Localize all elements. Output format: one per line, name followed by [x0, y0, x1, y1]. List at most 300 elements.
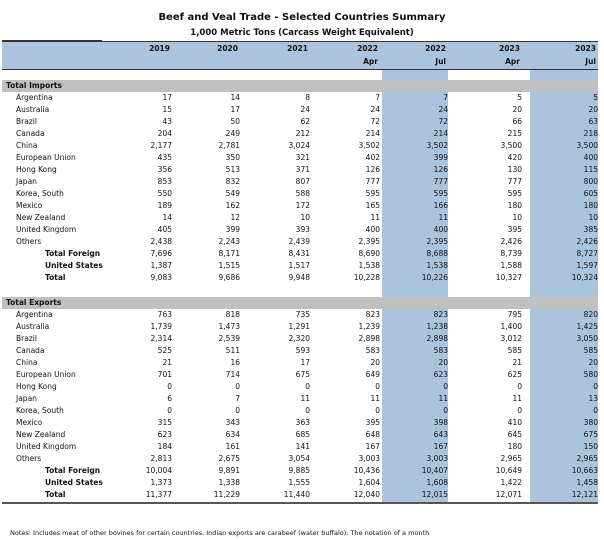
cell-value: 12,071	[495, 490, 522, 499]
cell-value: 623	[157, 430, 172, 439]
row-label: China	[16, 141, 38, 150]
cell-value: 20	[588, 105, 598, 114]
cell-value: 818	[225, 310, 240, 319]
row-label: Mexico	[16, 201, 43, 210]
cell-value: 10,436	[353, 466, 380, 475]
cell-value: 180	[507, 201, 522, 210]
cell-value: 11	[512, 394, 522, 403]
cell-value: 645	[507, 430, 522, 439]
table-row	[0, 200, 604, 212]
cell-value: 5	[517, 93, 522, 102]
cell-value: 2,965	[500, 454, 522, 463]
cell-value: 1,555	[288, 478, 310, 487]
table-row	[0, 405, 604, 417]
cell-value: 550	[157, 189, 172, 198]
column-header-year: 2023	[499, 44, 520, 53]
cell-value: 10,228	[353, 273, 380, 282]
cell-value: 1,458	[576, 478, 598, 487]
table-row	[0, 309, 604, 321]
cell-value: 10,407	[421, 466, 448, 475]
cell-value: 166	[433, 201, 448, 210]
cell-value: 623	[433, 370, 448, 379]
column-header-month: Jul	[585, 57, 596, 66]
cell-value: 777	[433, 177, 448, 186]
table-row	[0, 248, 604, 260]
cell-value: 72	[370, 117, 380, 126]
cell-value: 400	[365, 225, 380, 234]
cell-value: 7	[375, 93, 380, 102]
cell-value: 399	[225, 225, 240, 234]
cell-value: 1,739	[150, 322, 172, 331]
table-row	[0, 441, 604, 453]
cell-value: 595	[365, 189, 380, 198]
cell-value: 525	[157, 346, 172, 355]
cell-value: 2,320	[288, 334, 310, 343]
cell-value: 595	[507, 189, 522, 198]
cell-value: 20	[588, 358, 598, 367]
table-row	[0, 489, 604, 501]
cell-value: 214	[365, 129, 380, 138]
table-row	[0, 369, 604, 381]
row-label: Hong Kong	[16, 165, 57, 174]
cell-value: 2,314	[150, 334, 172, 343]
cell-value: 0	[305, 382, 310, 391]
cell-value: 0	[305, 406, 310, 415]
row-label: New Zealand	[16, 430, 66, 439]
cell-value: 115	[583, 165, 598, 174]
cell-value: 511	[225, 346, 240, 355]
row-label: Others	[16, 237, 42, 246]
cell-value: 763	[157, 310, 172, 319]
row-label: Total	[45, 490, 66, 499]
table-row	[0, 116, 604, 128]
cell-value: 315	[157, 418, 172, 427]
row-label: China	[16, 358, 38, 367]
cell-value: 63	[588, 117, 598, 126]
cell-value: 777	[365, 177, 380, 186]
cell-value: 800	[583, 177, 598, 186]
cell-value: 588	[295, 189, 310, 198]
column-header-month: Apr	[363, 57, 378, 66]
cell-value: 11	[370, 394, 380, 403]
table-row	[0, 345, 604, 357]
cell-value: 395	[365, 418, 380, 427]
cell-value: 853	[157, 177, 172, 186]
column-header-year: 2019	[149, 44, 170, 53]
cell-value: 1,338	[218, 478, 240, 487]
table-row	[0, 92, 604, 104]
cell-value: 7	[235, 394, 240, 403]
table-row	[0, 429, 604, 441]
cell-value: 10	[512, 213, 522, 222]
table-row	[0, 381, 604, 393]
cell-value: 165	[365, 201, 380, 210]
cell-value: 3,502	[426, 141, 448, 150]
cell-value: 1,425	[576, 322, 598, 331]
cell-value: 10	[588, 213, 598, 222]
cell-value: 11,229	[213, 490, 240, 499]
cell-value: 1,517	[288, 261, 310, 270]
cell-value: 141	[295, 442, 310, 451]
table-row	[0, 393, 604, 405]
table-bottom-rule	[2, 502, 598, 504]
cell-value: 0	[167, 406, 172, 415]
table-row	[0, 224, 604, 236]
column-header-year: 2023	[575, 44, 596, 53]
cell-value: 8,431	[288, 249, 310, 258]
cell-value: 1,473	[218, 322, 240, 331]
cell-value: 1,239	[358, 322, 380, 331]
cell-value: 0	[443, 382, 448, 391]
cell-value: 14	[230, 93, 240, 102]
cell-value: 3,500	[576, 141, 598, 150]
table-header	[2, 41, 598, 70]
table-row	[0, 333, 604, 345]
cell-value: 20	[512, 105, 522, 114]
table-row	[0, 176, 604, 188]
cell-value: 395	[507, 225, 522, 234]
cell-value: 2,439	[288, 237, 310, 246]
row-label: Argentina	[16, 93, 53, 102]
cell-value: 2,813	[150, 454, 172, 463]
cell-value: 1,422	[500, 478, 522, 487]
cell-value: 62	[300, 117, 310, 126]
cell-value: 0	[167, 382, 172, 391]
row-label: United Kingdom	[16, 442, 77, 451]
cell-value: 3,003	[426, 454, 448, 463]
cell-value: 350	[225, 153, 240, 162]
cell-value: 3,050	[576, 334, 598, 343]
cell-value: 6	[167, 394, 172, 403]
cell-value: 0	[593, 406, 598, 415]
cell-value: 513	[225, 165, 240, 174]
cell-value: 172	[295, 201, 310, 210]
section-label: Total Exports	[6, 298, 62, 307]
column-header-year: 2021	[287, 44, 308, 53]
cell-value: 2,675	[218, 454, 240, 463]
cell-value: 21	[512, 358, 522, 367]
table-row	[0, 236, 604, 248]
cell-value: 735	[295, 310, 310, 319]
cell-value: 823	[365, 310, 380, 319]
cell-value: 0	[235, 406, 240, 415]
column-header-year: 2022	[357, 44, 378, 53]
table-row	[0, 260, 604, 272]
table-row	[0, 321, 604, 333]
cell-value: 0	[517, 382, 522, 391]
cell-value: 0	[375, 382, 380, 391]
cell-value: 714	[225, 370, 240, 379]
cell-value: 10,324	[571, 273, 598, 282]
row-label: Total Foreign	[45, 249, 101, 258]
cell-value: 5	[593, 93, 598, 102]
cell-value: 10,649	[495, 466, 522, 475]
table-row	[0, 152, 604, 164]
cell-value: 167	[433, 442, 448, 451]
row-label: Total	[45, 273, 66, 282]
cell-value: 204	[157, 129, 172, 138]
cell-value: 17	[230, 105, 240, 114]
cell-value: 8	[305, 93, 310, 102]
cell-value: 126	[433, 165, 448, 174]
row-label: Hong Kong	[16, 382, 57, 391]
cell-value: 12,121	[571, 490, 598, 499]
cell-value: 820	[583, 310, 598, 319]
table-row	[0, 417, 604, 429]
cell-value: 161	[225, 442, 240, 451]
table-row	[0, 477, 604, 489]
cell-value: 9,885	[288, 466, 310, 475]
cell-value: 400	[583, 153, 598, 162]
cell-value: 1,597	[576, 261, 598, 270]
cell-value: 10,663	[571, 466, 598, 475]
cell-value: 14	[162, 213, 172, 222]
cell-value: 593	[295, 346, 310, 355]
cell-value: 1,387	[150, 261, 172, 270]
cell-value: 405	[157, 225, 172, 234]
cell-value: 13	[588, 394, 598, 403]
row-label: Japan	[16, 394, 37, 403]
cell-value: 549	[225, 189, 240, 198]
row-label: Canada	[16, 129, 45, 138]
row-label: Korea, South	[16, 189, 64, 198]
row-label: Total Foreign	[45, 466, 101, 475]
cell-value: 1,538	[358, 261, 380, 270]
cell-value: 356	[157, 165, 172, 174]
table-row	[0, 465, 604, 477]
cell-value: 12,015	[421, 490, 448, 499]
table-row	[0, 212, 604, 224]
cell-value: 9,948	[288, 273, 310, 282]
report-subtitle: 1,000 Metric Tons (Carcass Weight Equivalent)	[190, 28, 414, 38]
cell-value: 9,083	[150, 273, 172, 282]
cell-value: 11	[438, 394, 448, 403]
cell-value: 2,177	[150, 141, 172, 150]
cell-value: 16	[230, 358, 240, 367]
cell-value: 8,690	[358, 249, 380, 258]
cell-value: 580	[583, 370, 598, 379]
cell-value: 1,515	[218, 261, 240, 270]
cell-value: 420	[507, 153, 522, 162]
row-label: Japan	[16, 177, 37, 186]
table-row	[0, 140, 604, 152]
cell-value: 20	[370, 358, 380, 367]
cell-value: 343	[225, 418, 240, 427]
cell-value: 2,426	[576, 237, 598, 246]
notes-text: Notes: Includes meat of other bovines for certain countries. Indian exports are carabeef (water buffalo). The notation of a month	[10, 529, 430, 537]
cell-value: 643	[433, 430, 448, 439]
cell-value: 1,291	[288, 322, 310, 331]
cell-value: 0	[375, 406, 380, 415]
cell-value: 10,226	[421, 273, 448, 282]
cell-value: 167	[365, 442, 380, 451]
table-row	[0, 357, 604, 369]
cell-value: 11,440	[283, 490, 310, 499]
table-row	[0, 453, 604, 465]
cell-value: 3,003	[358, 454, 380, 463]
cell-value: 8,739	[500, 249, 522, 258]
table-row	[0, 188, 604, 200]
cell-value: 2,965	[576, 454, 598, 463]
cell-value: 685	[295, 430, 310, 439]
cell-value: 380	[583, 418, 598, 427]
cell-value: 398	[433, 418, 448, 427]
cell-value: 649	[365, 370, 380, 379]
cell-value: 371	[295, 165, 310, 174]
cell-value: 701	[157, 370, 172, 379]
cell-value: 126	[365, 165, 380, 174]
cell-value: 400	[433, 225, 448, 234]
cell-value: 11	[300, 394, 310, 403]
cell-value: 12,040	[353, 490, 380, 499]
cell-value: 321	[295, 153, 310, 162]
row-label: Brazil	[16, 334, 37, 343]
cell-value: 2,898	[426, 334, 448, 343]
cell-value: 583	[365, 346, 380, 355]
cell-value: 10,004	[145, 466, 172, 475]
cell-value: 10,327	[495, 273, 522, 282]
cell-value: 24	[438, 105, 448, 114]
cell-value: 72	[438, 117, 448, 126]
cell-value: 777	[507, 177, 522, 186]
cell-value: 214	[433, 129, 448, 138]
cell-value: 162	[225, 201, 240, 210]
row-label: Australia	[16, 105, 50, 114]
cell-value: 218	[583, 129, 598, 138]
cell-value: 184	[157, 442, 172, 451]
cell-value: 21	[162, 358, 172, 367]
cell-value: 675	[295, 370, 310, 379]
cell-value: 2,243	[218, 237, 240, 246]
cell-value: 1,238	[426, 322, 448, 331]
row-label: Australia	[16, 322, 50, 331]
cell-value: 66	[512, 117, 522, 126]
exports-section-header	[2, 297, 598, 309]
cell-value: 180	[583, 201, 598, 210]
cell-value: 8,171	[218, 249, 240, 258]
cell-value: 1,604	[358, 478, 380, 487]
cell-value: 12	[230, 213, 240, 222]
cell-value: 7	[443, 93, 448, 102]
cell-value: 634	[225, 430, 240, 439]
column-header-month: Jul	[435, 57, 446, 66]
cell-value: 11	[438, 213, 448, 222]
cell-value: 585	[583, 346, 598, 355]
cell-value: 180	[507, 442, 522, 451]
cell-value: 393	[295, 225, 310, 234]
report-title: Beef and Veal Trade - Selected Countries Summary	[158, 12, 446, 23]
cell-value: 595	[433, 189, 448, 198]
row-label: New Zealand	[16, 213, 66, 222]
cell-value: 3,500	[500, 141, 522, 150]
cell-value: 9,891	[218, 466, 240, 475]
row-label: European Union	[16, 153, 76, 162]
cell-value: 212	[295, 129, 310, 138]
cell-value: 625	[507, 370, 522, 379]
column-header-year: 2022	[425, 44, 446, 53]
cell-value: 0	[235, 382, 240, 391]
cell-value: 399	[433, 153, 448, 162]
cell-value: 9,686	[218, 273, 240, 282]
cell-value: 24	[300, 105, 310, 114]
cell-value: 832	[225, 177, 240, 186]
cell-value: 215	[507, 129, 522, 138]
cell-value: 189	[157, 201, 172, 210]
cell-value: 1,373	[150, 478, 172, 487]
cell-value: 15	[162, 105, 172, 114]
column-header-month: Apr	[505, 57, 520, 66]
cell-value: 2,395	[358, 237, 380, 246]
cell-value: 7,696	[150, 249, 172, 258]
row-label: United States	[45, 261, 103, 270]
cell-value: 3,024	[288, 141, 310, 150]
cell-value: 3,502	[358, 141, 380, 150]
cell-value: 130	[507, 165, 522, 174]
cell-value: 675	[583, 430, 598, 439]
cell-value: 2,539	[218, 334, 240, 343]
cell-value: 3,012	[500, 334, 522, 343]
row-label: Brazil	[16, 117, 37, 126]
row-label: Canada	[16, 346, 45, 355]
cell-value: 50	[230, 117, 240, 126]
cell-value: 583	[433, 346, 448, 355]
cell-value: 410	[507, 418, 522, 427]
cell-value: 2,438	[150, 237, 172, 246]
row-label: Others	[16, 454, 42, 463]
cell-value: 20	[438, 358, 448, 367]
cell-value: 1,608	[426, 478, 448, 487]
row-label: United Kingdom	[16, 225, 77, 234]
cell-value: 1,538	[426, 261, 448, 270]
cell-value: 0	[593, 382, 598, 391]
cell-value: 150	[583, 442, 598, 451]
cell-value: 1,400	[500, 322, 522, 331]
imports-section-header	[2, 80, 598, 92]
cell-value: 1,588	[500, 261, 522, 270]
cell-value: 795	[507, 310, 522, 319]
row-label: Argentina	[16, 310, 53, 319]
cell-value: 10	[300, 213, 310, 222]
cell-value: 2,898	[358, 334, 380, 343]
row-label: Korea, South	[16, 406, 64, 415]
cell-value: 402	[365, 153, 380, 162]
cell-value: 435	[157, 153, 172, 162]
cell-value: 43	[162, 117, 172, 126]
cell-value: 648	[365, 430, 380, 439]
cell-value: 8,688	[426, 249, 448, 258]
cell-value: 8,727	[576, 249, 598, 258]
table-row	[0, 272, 604, 284]
row-label: United States	[45, 478, 103, 487]
cell-value: 2,426	[500, 237, 522, 246]
row-label: Mexico	[16, 418, 43, 427]
cell-value: 385	[583, 225, 598, 234]
cell-value: 2,781	[218, 141, 240, 150]
cell-value: 11,377	[145, 490, 172, 499]
cell-value: 24	[370, 105, 380, 114]
cell-value: 2,395	[426, 237, 448, 246]
cell-value: 249	[225, 129, 240, 138]
cell-value: 823	[433, 310, 448, 319]
cell-value: 17	[162, 93, 172, 102]
table-row	[0, 128, 604, 140]
cell-value: 0	[443, 406, 448, 415]
cell-value: 605	[583, 189, 598, 198]
table-row	[0, 164, 604, 176]
cell-value: 11	[370, 213, 380, 222]
row-label: European Union	[16, 370, 76, 379]
cell-value: 3,054	[288, 454, 310, 463]
